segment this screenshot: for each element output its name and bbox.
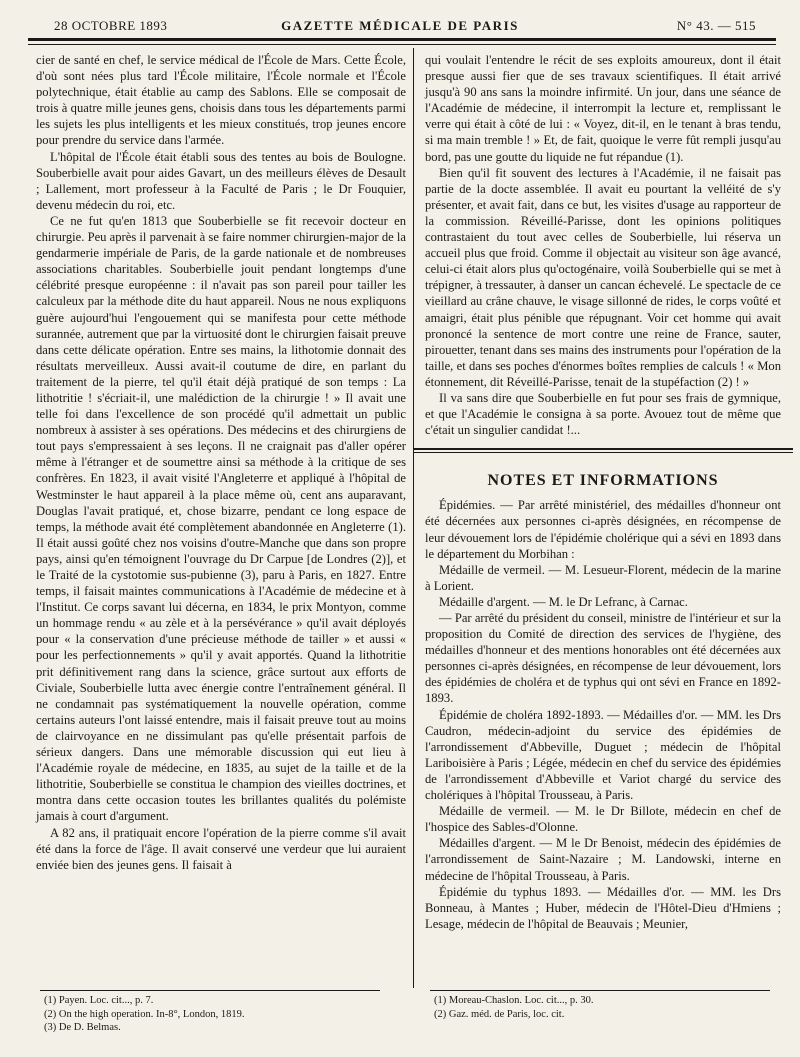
- section-rule: [413, 448, 793, 450]
- header-date: 28 OCTOBRE 1893: [54, 18, 168, 33]
- paragraph: Épidémie du typhus 1893. — Médailles d'or. — MM. les Drs Bonneau, à Mantes ; Huber, médecin de l'Hôtel-Dieu d'Hmiens ; Lesage, médecin de l'hôpital de Beauvais ; Meunier,: [425, 884, 781, 931]
- footnote: (3) De D. Belmas.: [44, 1022, 121, 1033]
- paragraph: cier de santé en chef, le service médical de l'École de Mars. Cette École, d'où sont nées plus tard l'École militaire, l'École normale et l'École polytechnique, était établie au camp des Sablons. Elle se composait de trois à quatre mille jeunes gens, choisis dans tous les départements parmi les sujets les plus intelligents et les mieux constitués, trop jeunes encore pour prendre du service dans l'armée.: [36, 53, 406, 148]
- paragraph: Épidémie de choléra 1892-1893. — Médailles d'or. — MM. les Drs Caudron, médecin-adjoint du service des épidémies de l'arrondissement d'Abbeville, Duguet ; médecin de l'hôpital Lariboisière à Paris ; Légée, médecin en chef du service des épidémies de l'arrondissement d'Abbeville et Variot chargé du service des cholériques à l'hôpital Trousseau, à Paris.: [425, 707, 781, 803]
- paragraph: — Par arrêté du président du conseil, ministre de l'intérieur et sur la proposition du Comité de direction des services de l'hygiène, des médailles d'honneur et des mentions honorables ont été décernées aux personnes ci-après désignées, en récompense de leur dévouement, lors des épidémies de choléra et de typhus qui ont sévi en France en 1892-1893.: [425, 611, 781, 706]
- section-rule-thin: [413, 452, 793, 453]
- paragraph: Il va sans dire que Souberbielle en fut pour ses frais de gymnique, et que l'Académie le consigna à sa porte. Avouez tout de même que c'était un singulier candidat !...: [425, 390, 781, 438]
- footnote-rule: [40, 990, 380, 991]
- left-column: [36, 52, 406, 873]
- header-rule: [28, 38, 776, 41]
- paragraph: qui voulait l'entendre le récit de ses exploits amoureux, dont il était presque aussi fier que de ses travaux scientifiques. Il était arrivé jusqu'à 90 ans sans la moindre infirmité. Un jour, dans une séance de l'Académie de médecine, il interrompit la lecture et, remplissant le verre qui était à côté de lui : « Voyez, dit-il, en le tenant à bras tendu, si ma main tremble ! » Et, de fait, quoique le verre fût rempli jusqu'au bord, pas une goutte du liquide ne fut répandue (1).: [425, 53, 781, 164]
- footnotes-left: [40, 990, 400, 1035]
- paragraph: Médaille de vermeil. — M. le Dr Billote, médecin en chef de l'hospice des Sables-d'Olonne.: [425, 804, 781, 835]
- footnotes-right: [430, 990, 780, 1021]
- footnote: (2) Gaz. méd. de Paris, loc. cit.: [434, 1008, 565, 1020]
- paragraph: Médaille d'argent. — M. le Dr Lefranc, à Carnac.: [439, 594, 688, 609]
- paragraph: Médaille de vermeil. — M. Lesueur-Florent, médecin de la marine à Lorient.: [425, 562, 781, 593]
- journal-title: GAZETTE MÉDICALE DE PARIS: [281, 18, 519, 33]
- paragraph: L'hôpital de l'École était établi sous des tentes au bois de Boulogne. Souberbielle avait pour aides Gavart, un des meilleurs élèves de Desault ; Lallement, mort professeur à la Faculté de Paris ; le Dr Fouquier, devenu médecin du roi, etc.: [36, 149, 406, 212]
- page-header: [22, 14, 778, 36]
- issue-number: N° 43. — 515: [676, 18, 756, 33]
- paragraph: Médailles d'argent. — M le Dr Benoist, médecin des épidémies de l'arrondissement de Saint-Nazaire ; M. Landowski, interne en médecine de l'hôpital Trousseau, à Paris.: [425, 836, 781, 883]
- paragraph: Bien qu'il fit souvent des lectures à l'Académie, il ne faisait pas partie de la docte assemblée. Il avait eu pourtant la velléité de s'y présenter, et avait fait, dans ce but, les visites d'usage au rapporteur de la commission. Réveillé-Parisse, dont les opinions politiques contrastaient du tout avec celles de Souberbielle, lui réserva un accueil plus que froid. Comme il objectait au visiteur son âge avancé, celui-ci était alors plus qu'octogénaire, voilà Souberbielle qui se met à trépigner, à tressauter, à danser un cancan échevelé. Le spectacle de ce vieillard au crâne chauve, le visage sillonné de rides, le corps voûté et amaigri, était plus pénible que répugnant. Voir cet homme qui avait prononcé la sentence de mort contre une reine de France, sauter, pirouetter, tenant dans ses mains des instruments pour l'opération de la taille, et dans ses poches d'énormes boîtes remplies de calculs ! « Mon étonnement, dit Réveillé-Parisse, tenait de la stupéfaction (2) ! »: [425, 165, 781, 389]
- column-divider: [413, 48, 414, 988]
- paragraph: Épidémies. — Par arrêté ministériel, des médailles d'honneur ont été décernées aux personnes ci-après désignées, en récompense de leur dévouement lors de l'épidémie cholérique qui a sévi en 1893 dans le département du Morbihan :: [425, 498, 781, 561]
- right-column: [425, 52, 781, 932]
- section-title: NOTES ET INFORMATIONS: [487, 472, 719, 490]
- footnote: (1) Payen. Loc. cit..., p. 7.: [44, 995, 154, 1006]
- footnote: (2) On the high operation. In-8°, London, 1819.: [44, 1008, 245, 1020]
- footnote-rule: [430, 990, 770, 991]
- footnote: (1) Moreau-Chaslon. Loc. cit..., p. 30.: [434, 995, 594, 1006]
- paragraph: A 82 ans, il pratiquait encore l'opération de la pierre comme s'il avait été dans la force de l'âge. Il avait conservé une verdeur que lui auraient enviée bien des jeunes gens. Il faisait à: [36, 825, 406, 872]
- paragraph: Ce ne fut qu'en 1813 que Souberbielle se fit recevoir docteur en chirurgie. Peu après il parvenait à se faire nommer chirurgien-major de la gendarmerie impériale de Paris, de la garde nationale et de nombreuses associations charitables. Souberbielle jouit pendant longtemps d'une célébrité presque européenne : il n'avait pas son pareil pour tailler les calculeux par la méthode dite du haut appareil. Nous ne nous expliquons guère aujourd'hui l'engouement qui se manifesta pour cette méthode surannée, autrement que par la virtuosité dont le chirurgien faisait preuve dans cette délicate opération. Entre ses mains, la lithotomie donnait des résultats merveilleux. Aussi avait-il coutume de dire, en parlant du traitement de la pierre, tel qu'il était déjà pratiqué de son temps : La lithotritie ! s'écriait-il, une malédiction de la chirurgie ! » Il avait une telle foi dans l'excellence de son procédé qu'il admettait un public nombreux à assister à ses opérations. Des médecins et des chirurgiens de tout pays s'empressaient à ses leçons. Il ne craignait pas d'aller opérer même à l'étranger et de soumettre ainsi sa méthode à la critique de ses confrères. En 1823, il avait visité l'Angleterre et appliqué à l'hôpital de Westminster le haut appareil à la place même où, cent ans auparavant, Douglas l'avait pratiqué, et, chose bizarre, pendant ce long espace de temps, la méthode avait été complètement abandonnée en Angleterre (1). Il était aussi goûté chez nos voisins d'outre-Manche que dans son propre pays, ainsi qu'en témoignent l'ouvrage du Dr Carpue [de Londres (2)], et le Traité de la cystotomie sus-pubienne (3), paru à Paris, en 1827. Entre temps, il faisait maintes communications à l'Académie de médecine et à l'Institut. Ce corps savant lui décerna, en 1834, le prix Montyon, comme un hommage rendu « au zèle et à la persévérance » qu'il avait déployés pour « la conservation d'une précieuse méthode de tailler » et aussi « pour les perfectionnements » qu'il y avait apportés. Quand la lithotritie prit définitivement rang dans la science, grâce surtout aux efforts de Civiale, Souberbielle lutta avec énergie contre l'entraînement général. Il ne condamnait pas systématiquement la nouvelle opération, comme certains auteurs l'ont laissé entendre, mais il faisait preuve tout au moins de clairvoyance en ne dissimulant pas qu'elle présentait parfois de sérieux dangers. Dans une mémorable discussion qui eut lieu à l'Académie royale de médecine, en 1835, au sujet de la taille et de la lithotritie, Souberbielle se constitua le champion des vieilles doctrines, et montra dans cette occasion toutes les brillantes qualités du polémiste jamais à court d'argument.: [36, 213, 406, 824]
- header-rule-thin: [28, 44, 776, 45]
